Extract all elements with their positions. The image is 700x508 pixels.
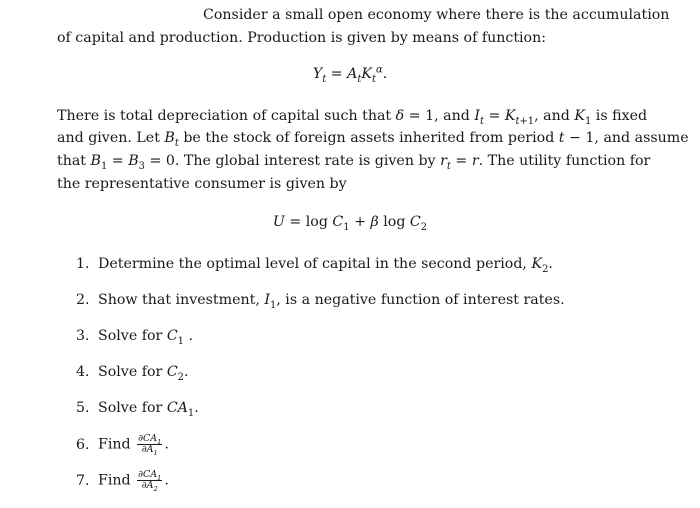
production-equation — [0, 64, 700, 84]
paragraph-line-2: and given. Let $B_t$ be the stock of foreign assets inherited from period t − 1, and assume — [57, 130, 689, 149]
eq-y: Y — [312, 66, 323, 82]
eq-u: U — [272, 214, 285, 230]
intro-text-2: of capital and production. Production is given by means of function: — [57, 30, 547, 46]
q3-num: 3. — [76, 328, 90, 344]
q2-text2: , is a negative function of interest rates. — [276, 292, 565, 308]
para-3d: = — [450, 153, 472, 169]
eq-y-sub: t — [322, 73, 327, 85]
para-1a: There is total depreciation of capital such that — [57, 108, 396, 124]
q3-text: Solve for — [98, 328, 167, 344]
question-1: 1. Determine the optimal level of capital in the second period, $K_2$. — [76, 256, 553, 275]
eq-a-sub: t — [357, 73, 362, 85]
intro-line-2 — [57, 28, 546, 48]
paragraph-line-4 — [57, 174, 347, 194]
delta-symbol: δ — [395, 108, 405, 124]
para-2c: t — [558, 130, 565, 146]
paragraph-line-1: There is total depreciation of capital such that δ = 1, and $I_t = K_{t+1}$, and $K_1$ is fixed — [57, 108, 648, 127]
question-3: 3. Solve for $C_1$ . — [76, 328, 194, 347]
intro-line-1 — [203, 5, 669, 25]
para-2b: be the stock of foreign assets inherited from period — [178, 130, 559, 146]
utility-equation: $U = \log C_1 + \beta$ $\log C_2$ — [272, 214, 428, 233]
q4-num: 4. — [76, 364, 90, 380]
paragraph-line-3: that $B_1 = B_3 = 0$. The global interest rate is given by $r_t = r$. The utility function for — [57, 153, 651, 172]
eq-beta: β — [370, 214, 379, 230]
question-6: 6. Find $\frac{\partial CA_1}{\partial A_1}$ . — [76, 433, 169, 457]
para-3c: = 0. The global interest rate is given by — [144, 153, 441, 169]
q5-num: 5. — [76, 400, 90, 416]
para-1b: = 1, and — [404, 108, 475, 124]
q7-fraction: $\frac{\partial CA_1}{\partial A_2}$ — [138, 469, 162, 493]
q6-text: Find — [98, 436, 136, 453]
eq-end: . — [382, 66, 388, 82]
question-7: 7. Find $\frac{\partial CA_1}{\partial A_2}$ . — [76, 469, 169, 493]
q5-text: Solve for — [98, 400, 167, 416]
q7-text: Find — [98, 472, 136, 489]
para-3a: that — [57, 153, 91, 169]
eq-equals: = — [330, 66, 343, 82]
eq-k-sub: t — [371, 73, 376, 85]
question-2: 2. Show that investment, $I_1$, is a negative function of interest rates. — [76, 292, 565, 311]
q2-text: Show that investment, — [98, 292, 265, 308]
para-2d: − 1, and assume — [564, 130, 689, 146]
q1-text: Determine the optimal level of capital in the second period, — [98, 256, 532, 272]
para-1c: , and — [534, 108, 575, 124]
eq-k-sup: α — [375, 64, 383, 76]
intro-text-1: Consider a small open economy where there is the accumulation — [203, 7, 670, 23]
para-1d: is fixed — [591, 108, 648, 124]
para-4: the representative consumer is given by — [57, 176, 347, 192]
eq-k: K — [361, 66, 372, 82]
q1-num: 1. — [76, 256, 90, 272]
q4-text: Solve for — [98, 364, 167, 380]
eq-plus: + — [349, 214, 371, 230]
question-4: 4. Solve for $C_2$. — [76, 364, 189, 383]
q6-num: 6. — [76, 436, 90, 453]
q7-num: 7. — [76, 472, 90, 489]
q2-num: 2. — [76, 292, 90, 308]
q6-fraction: $\frac{\partial CA_1}{\partial A_1}$ — [138, 433, 162, 457]
para-2a: and given. Let — [57, 130, 165, 146]
eq-log: log — [378, 214, 410, 230]
eq-u-eq: = log — [284, 214, 333, 230]
question-5: 5. Solve for $CA_1$. — [76, 400, 199, 419]
para-3e: . The utility function for — [478, 153, 651, 169]
eq-a: A — [347, 66, 358, 82]
para-3b: = — [107, 153, 129, 169]
